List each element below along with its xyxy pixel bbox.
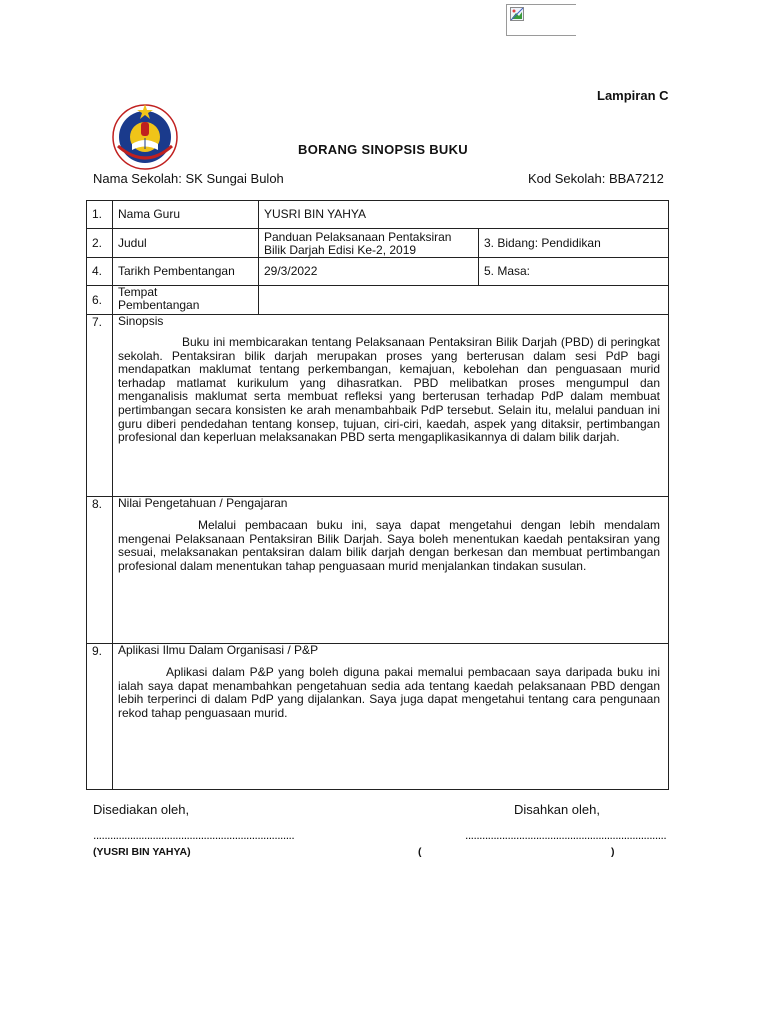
section-heading: Nilai Pengetahuan / Pengajaran — [118, 496, 288, 510]
prepared-by-label: Disediakan oleh, — [93, 802, 190, 817]
knowledge-text: Melalui pembacaan buku ini, saya dapat mengetahui dengan lebih mendalam mengenai Pelaksanaan Pentaksiran Bilik Darjah. Saya boleh menentukan kaedah pentaksiran yang sesuai, melaksanakan pentaksiran dalam bilik darjah dengan berkesan dan membuat pertimbangan profesional dalam menentukan tahap penguasaan murid menjalankan tindakan susulan. — [118, 518, 660, 573]
row-number: 8. — [87, 497, 113, 644]
row-teacher-name — [87, 201, 669, 229]
time-label: 5. Masa: — [479, 258, 669, 286]
row-label: Nama Guru — [113, 201, 259, 229]
row-label — [113, 286, 259, 315]
synopsis-section — [113, 315, 669, 497]
row-label-line: Tempat — [118, 285, 158, 299]
knowledge-section — [113, 497, 669, 644]
row-presentation-place — [87, 286, 669, 315]
row-label: Judul — [113, 229, 259, 258]
school-name: Nama Sekolah: SK Sungai Buloh — [93, 171, 284, 186]
presentation-place-value — [259, 286, 669, 315]
synopsis-text: Buku ini membicarakan tentang Pelaksanaan Pentaksiran Bilik Darjah (PBD) di peringkat sekolah. Pentaksiran bilik darjah merupakan proses yang berterusan dalam sesi PdP bagi mendapatkan maklumat tentang perkembangan, kemajuan, kebolehan dan penguasaan murid terhadap matlamat kurikulum yang dihasratkan. PBD melibatkan proses mengumpul dan menganalisis maklumat serta membuat refleksi yang berterusan terhadap PdP dalam membuat pertimbangan secara konsisten ke arah menambahbaik PdP tersebut. Selain itu, melalui panduan ini guru diberi pendedahan tentang konsep, tujuan, ciri-ciri, kaedah, aspek yang ditaksir, pertimbangan profesional dan keperluan melaksanakan PBD serta mengaplikasikannya di dalam bilik darjah. — [118, 335, 660, 445]
row-synopsis — [87, 315, 669, 497]
application-section — [113, 644, 669, 790]
row-knowledge-value — [87, 497, 669, 644]
school-code: Kod Sekolah: BBA7212 — [528, 171, 664, 186]
form-title-text: BORANG SINOPSIS BUKU — [298, 142, 468, 157]
row-number: 9. — [87, 644, 113, 790]
signature-line-left: ....................................................................... — [93, 828, 295, 842]
field-value: 3. Bidang: Pendidikan — [479, 229, 669, 258]
row-label: Tarikh Pembentangan — [113, 258, 259, 286]
approved-by-label: Disahkan oleh, — [514, 802, 600, 817]
application-body — [118, 666, 668, 720]
approver-paren-close: ) — [611, 846, 615, 858]
book-title-line: Bilik Darjah Edisi Ke-2, 2019 — [264, 243, 417, 257]
lampiran-label: Lampiran C — [597, 88, 669, 103]
ministry-logo-icon — [110, 100, 180, 170]
signature-line-right: ....................................................................... — [465, 828, 667, 842]
section-heading: Aplikasi Ilmu Dalam Organisasi / P&P — [118, 643, 319, 657]
row-presentation-date — [87, 258, 669, 286]
broken-image-placeholder — [506, 4, 576, 36]
teacher-name-value: YUSRI BIN YAHYA — [259, 201, 669, 229]
row-number: 2. — [87, 229, 113, 258]
row-number: 6. — [87, 286, 113, 315]
synopsis-body — [118, 336, 668, 445]
row-knowledge-application — [87, 644, 669, 790]
row-number: 7. — [87, 315, 113, 497]
row-label-line: Pembentangan — [118, 298, 200, 312]
synopsis-form-table — [86, 200, 669, 790]
book-title-line: Panduan Pelaksanaan Pentaksiran — [264, 230, 452, 244]
application-text: Aplikasi dalam P&P yang boleh diguna pakai memalui pembacaan saya daripada buku ini ialah saya dapat menambahkan pengetahuan sedia ada tentang kaedah pelaksanaan PBD dengan lebih terperinci di dalam PdP yang dijalankan. Saya juga dapat mengetahui tentang cara pengunaan rekod tahap penguasaan murid. — [118, 665, 660, 720]
broken-image-icon — [510, 7, 524, 21]
row-number: 1. — [87, 201, 113, 229]
approver-paren-open: ( — [418, 846, 422, 858]
row-title — [87, 229, 669, 258]
form-title — [0, 142, 768, 157]
preparer-name: (YUSRI BIN YAHYA) — [93, 846, 191, 858]
book-title-value — [259, 229, 479, 258]
knowledge-body — [118, 519, 668, 573]
section-heading: Sinopsis — [118, 314, 164, 328]
row-number: 4. — [87, 258, 113, 286]
presentation-date-value: 29/3/2022 — [259, 258, 479, 286]
